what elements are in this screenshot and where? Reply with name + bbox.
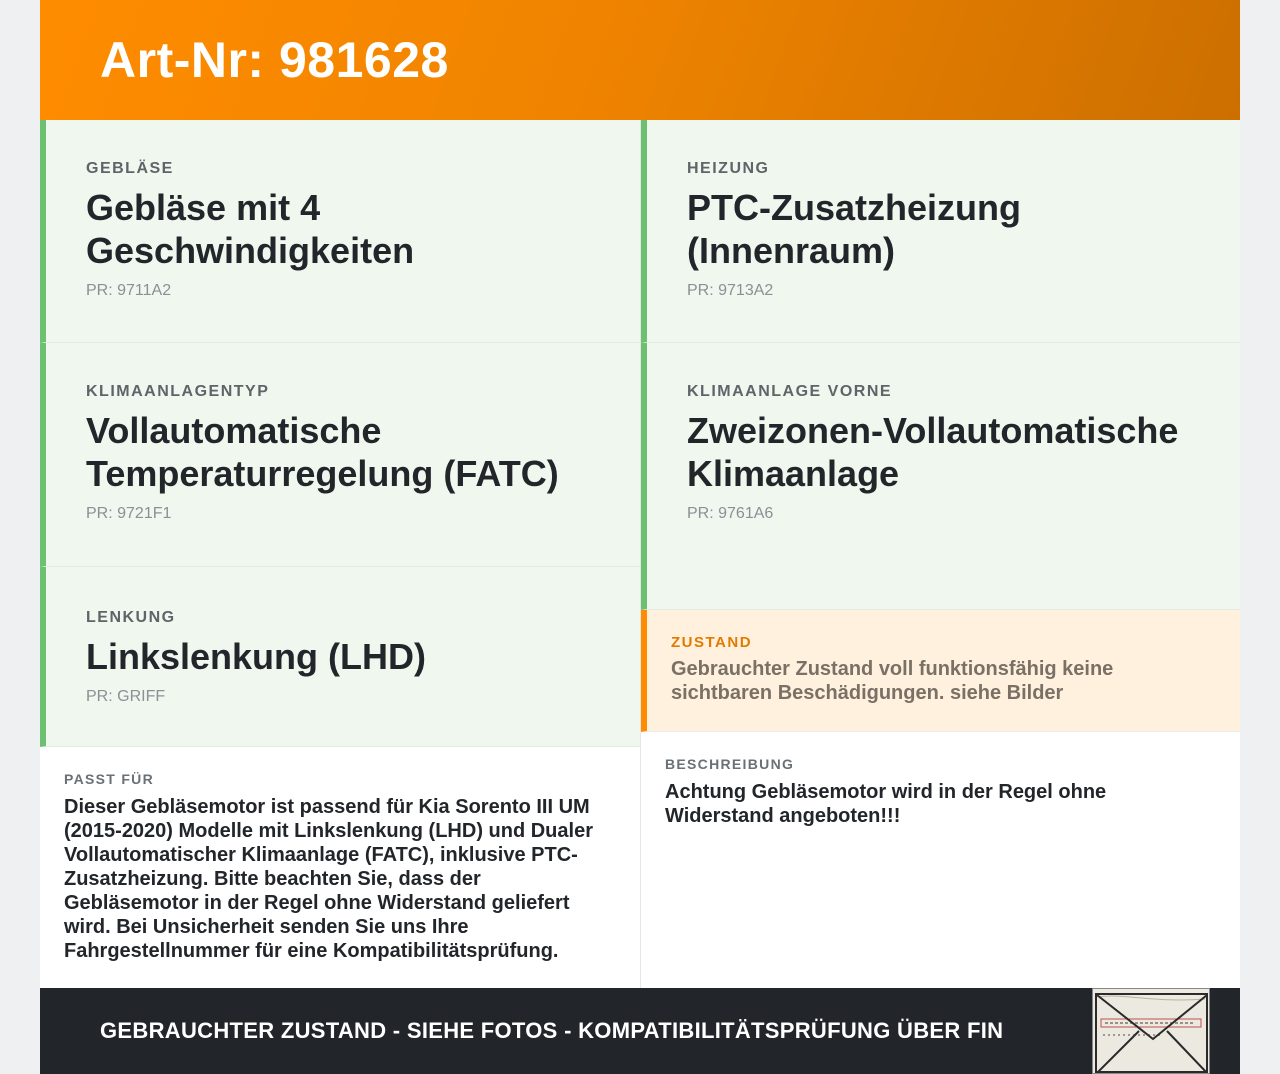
beschreibung-text: Achtung Gebläsemotor wird in der Regel ohne Widerstand angeboten!!! xyxy=(665,781,1107,827)
feature-pr-code: PR: 9721F1 xyxy=(86,505,172,522)
feature-label: LENKUNG xyxy=(86,609,176,626)
feature-pr-code: PR: GRIFF xyxy=(86,688,166,705)
beschreibung-section xyxy=(641,732,1240,988)
feature-geblaese xyxy=(40,120,640,343)
feature-label: HEIZUNG xyxy=(687,160,770,177)
left-column xyxy=(40,120,640,988)
zustand-section xyxy=(641,610,1240,732)
feature-value: Zweizonen-Vollautomatische Klimaanlage xyxy=(687,410,1179,494)
passt-fuer-text: Dieser Gebläsemotor ist passend für Kia Sorento III UM (2015-2020) Modelle mit Linkslenkung (LHD) und Dualer Vollautomatischer Klimaanlage (FATC), inklusive PTC-Zusatzheizung. Bitte beachten Sie, dass der Gebläsemotor in der Regel ohne Widerstand geliefert wird. Bei Unsicherheit senden Sie uns Ihre Fahrgestellnummer für eine Kompatibilitätsprüfung. xyxy=(64,796,593,962)
feature-lenkung xyxy=(40,567,640,747)
feature-pr-code: PR: 9713A2 xyxy=(687,282,774,299)
feature-pr-code: PR: 9711A2 xyxy=(86,282,172,299)
feature-label: GEBLÄSE xyxy=(86,160,174,177)
footer-text: GEBRAUCHTER ZUSTAND - SIEHE FOTOS - KOMPATIBILITÄTSPRÜFUNG ÜBER FIN xyxy=(100,1018,1004,1043)
zustand-label: ZUSTAND xyxy=(671,634,753,651)
feature-value: Vollautomatische Temperaturregelung (FATC) xyxy=(86,410,559,494)
feature-klimaanlage-vorne xyxy=(641,343,1240,610)
feature-pr-code: PR: 9761A6 xyxy=(687,505,774,522)
page-header xyxy=(40,0,1240,120)
passt-fuer-section xyxy=(40,747,640,988)
feature-label: KLIMAANLAGENTYP xyxy=(86,383,270,400)
article-number-title: Art-Nr: 981628 xyxy=(100,32,449,88)
beschreibung-label: BESCHREIBUNG xyxy=(665,756,795,772)
vehicle-document-envelope-icon[interactable] xyxy=(1092,988,1210,1074)
zustand-text: Gebrauchter Zustand voll funktionsfähig keine sichtbaren Beschädigungen. siehe Bilder xyxy=(671,658,1114,704)
footer-banner xyxy=(40,988,1240,1074)
feature-grid xyxy=(40,120,1240,988)
product-card xyxy=(40,0,1240,1074)
feature-value: PTC-Zusatzheizung (Innenraum) xyxy=(687,187,1021,271)
feature-heizung xyxy=(641,120,1240,343)
feature-value: Linkslenkung (LHD) xyxy=(86,636,426,677)
feature-value: Gebläse mit 4 Geschwindigkeiten xyxy=(86,187,415,271)
feature-klimaanlagentyp xyxy=(40,343,640,567)
right-column xyxy=(640,120,1240,988)
passt-fuer-label: PASST FÜR xyxy=(64,771,154,787)
feature-label: KLIMAANLAGE VORNE xyxy=(687,383,893,400)
